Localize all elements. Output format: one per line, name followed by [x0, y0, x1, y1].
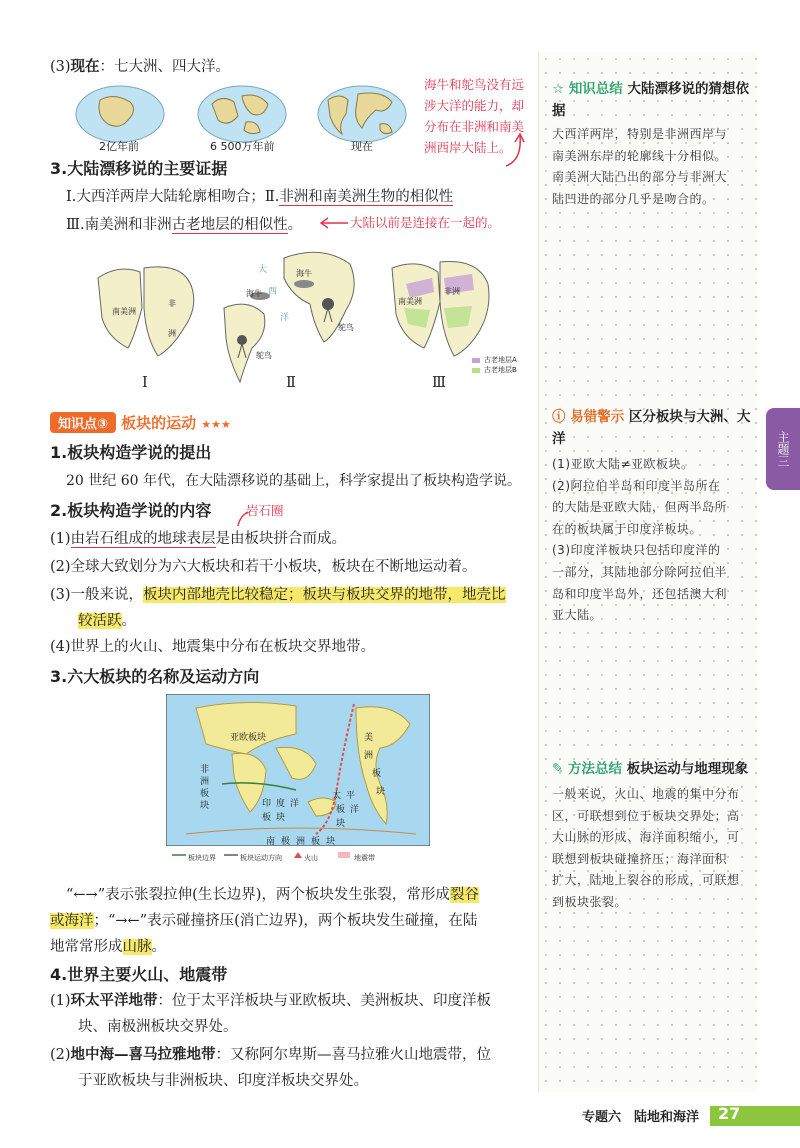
map1-label-sa: 南美洲	[112, 307, 136, 316]
fig-label-III: Ⅲ	[432, 375, 446, 391]
plate-label-indian1: 印	[262, 799, 272, 809]
globe-caption-2: 6 500万年前	[210, 140, 275, 153]
plate-label-indian3: 洋	[290, 799, 300, 809]
plate-label-antarctic: 南极洲板块	[266, 837, 342, 847]
s2-title: 2.板块构造学说的内容	[50, 501, 212, 520]
plate-label-america3: 板	[372, 769, 382, 779]
globe-65ma	[198, 86, 286, 142]
map3-label-af: 非洲	[444, 287, 460, 296]
s2-item2: (2)全球大致划分为六大板块和若干小板块，板块在不断地运动着。	[50, 559, 477, 575]
side3-title: 板块运动与地理现象	[626, 761, 749, 777]
s2-note: 岩石圈	[246, 503, 284, 518]
plate-label-america1: 美	[364, 733, 374, 743]
plate-legend-seismic: 地震带	[354, 854, 375, 862]
method-icon: ✎	[552, 761, 564, 777]
s2-item4: (4)世界上的火山、地震集中分布在板块交界地带。	[50, 639, 376, 655]
evidence-figure	[88, 238, 528, 398]
s4-item1: (1)环太平洋地带：位于太平洋板块与亚欧板块、美洲板块、印度洋板	[50, 993, 492, 1009]
plate-label-africa1: 非	[200, 765, 210, 775]
fig-label-II: Ⅱ	[286, 375, 296, 391]
s4-item2: (2)地中海—喜马拉雅地带：又称阿尔卑斯—喜马拉雅火山地震带，位	[50, 1047, 492, 1063]
kp3-stars: ★★★	[201, 418, 231, 431]
plate-label-pacific2: 平	[346, 791, 356, 801]
warning-icon: ⓘ	[552, 409, 566, 425]
s2-item3: (3)一般来说，板块内部地壳比较稳定；板块与板块交界的地带，地壳比	[50, 587, 506, 603]
connect-arrow-icon	[318, 216, 350, 230]
plate-label-pacific3: 洋	[350, 805, 360, 815]
plate-label-pacific4: 板	[336, 805, 346, 815]
lightbulb-icon: ☆	[552, 81, 565, 97]
plate-label-america2: 洲	[364, 751, 374, 761]
side3-tag: 方法总结	[568, 761, 623, 777]
side1-tag: 知识总结	[568, 81, 623, 97]
globe-200ma	[76, 86, 164, 142]
map1-label-af2: 洲	[168, 329, 176, 338]
s4-title: 4.世界主要火山、地震带	[50, 965, 228, 984]
s3-title: 3.六大板块的名称及运动方向	[50, 667, 260, 686]
map2-ocean-3: 洋	[280, 313, 290, 323]
s4-item1-cont: 块、南极洲板块交界处。	[78, 1019, 238, 1035]
globe-now	[318, 86, 406, 142]
map2-label-manatee2: 海牛	[296, 269, 312, 278]
plate-label-indian4: 板	[262, 813, 272, 823]
map-II	[224, 252, 354, 382]
handwritten-note-animals: 海牛和鸵鸟没有远 涉大洋的能力，却 分布在非洲和南美 洲西岸大陆上。	[424, 77, 525, 155]
plate-label-africa2: 洲	[200, 777, 210, 787]
legend-stratum-b: 古老地层B	[484, 366, 517, 374]
plate-label-indian5: 块	[276, 813, 286, 823]
sec3-line1: Ⅰ.大西洋两岸大陆轮廓相吻合；Ⅱ.非洲和南美洲生物的相似性	[66, 189, 454, 205]
plate-label-pacific5: 块	[336, 819, 346, 829]
map2-label-ostrich2: 鸵鸟	[338, 323, 354, 332]
s4-item2-cont: 于亚欧板块与非洲板块、印度洋板块交界处。	[78, 1073, 368, 1089]
plate-legend-boundary: 板块边界	[188, 854, 216, 862]
s1-text: 20 世纪 60 年代，在大陆漂移说的基础上，科学家提出了板块构造学说。	[66, 473, 521, 489]
map-III	[392, 261, 489, 373]
s3-para-line3: 地常常形成山脉。	[50, 939, 166, 955]
now-line: (3)现在：七大洲、四大洋。	[50, 59, 231, 75]
handwritten-note-connected: 大陆以前是连接在一起的。	[350, 215, 501, 230]
side1-title: 大陆漂移说的猜想依据	[552, 81, 750, 119]
s2-item1: (1)由岩石组成的地球表层是由板块拼合而成。	[50, 531, 347, 547]
side-card-warning: ⓘ 易错警示 区分板块与大洲、大洋 (1)亚欧大陆≠亚欧板块。 (2)阿拉伯半岛和印度半岛所在 的大陆是亚欧大陆，但两半岛所 在的板块属于印度洋板块。 (3)印度洋板块只包括印度洋的 一部分，其陆地部分除阿拉伯半 岛和印度半岛外，还包括澳大利 亚大陆。	[552, 409, 751, 623]
s2-item3-cont: 较活跃。	[78, 613, 136, 629]
s3-para-line2: 或海洋；“→←”表示碰撞挤压(消亡边界)，两个板块发生碰撞，在陆	[50, 913, 478, 929]
globe-caption-1: 2亿年前	[99, 140, 139, 153]
map2-label-ostrich1: 鸵鸟	[256, 351, 272, 360]
plate-label-eurasia: 亚欧板块	[230, 733, 267, 743]
globe-caption-3: 现在	[351, 140, 373, 153]
footer-label: 专题六 陆地和海洋	[582, 1110, 700, 1125]
note-arrow-icon	[500, 130, 530, 170]
plate-legend-volcano: 火山	[304, 854, 318, 862]
plate-label-america4: 块	[376, 787, 386, 797]
plate-label-africa3: 板	[200, 789, 210, 799]
kp3-badge: 知识点③	[50, 412, 116, 433]
sec3-line2: Ⅲ.南美洲和非洲古老地层的相似性。	[66, 217, 303, 233]
sec3-title: 3.大陆漂移说的主要证据	[50, 159, 228, 178]
plate-label-pacific1: 太	[332, 791, 342, 801]
map2-label-manatee1: 海牛	[246, 289, 262, 298]
s1-title: 1.板块构造学说的提出	[50, 443, 212, 462]
fig-label-I: Ⅰ	[142, 375, 148, 391]
map3-label-sa: 南美洲	[398, 297, 422, 306]
page-number: 27	[718, 1104, 741, 1123]
side2-tag: 易错警示	[570, 409, 625, 425]
theme-tab[interactable]: 主题三	[766, 408, 800, 490]
plate-label-indian2: 度	[276, 799, 286, 809]
side2-title: 区分板块与大洲、大洋	[552, 409, 751, 447]
plate-legend-direction: 板块运动方向	[240, 854, 282, 862]
map2-ocean-1: 大	[258, 265, 268, 275]
legend-stratum-a: 古老地层A	[484, 356, 517, 364]
side-card-knowledge: ☆ 知识总结 大陆漂移说的猜想依据 大西洋两岸，特别是非洲西岸与 南美洲东岸的轮廓线十分相似。 南美洲大陆凸出的部分与非洲大 陆凹进的部分几乎是吻合的。	[552, 81, 750, 206]
kp3-header	[50, 412, 231, 433]
kp3-title: 板块的运动	[121, 414, 197, 432]
side-card-method: ✎ 方法总结 板块运动与地理现象 一般来说，火山、地震的集中分布 区，可联想到位于板块交界处；高 大山脉的形成、海洋面积缩小，可 联想到板块碰撞挤压；海洋面积 扩大，陆地上裂谷的形成，可联想 到板块张裂。	[552, 761, 749, 909]
plate-label-africa4: 块	[200, 801, 210, 811]
map1-label-af1: 非	[168, 299, 176, 308]
s3-para-line1: “←→”表示张裂拉伸(生长边界)，两个板块发生张裂，常形成裂谷	[66, 887, 479, 903]
map2-ocean-2: 西	[268, 287, 278, 297]
